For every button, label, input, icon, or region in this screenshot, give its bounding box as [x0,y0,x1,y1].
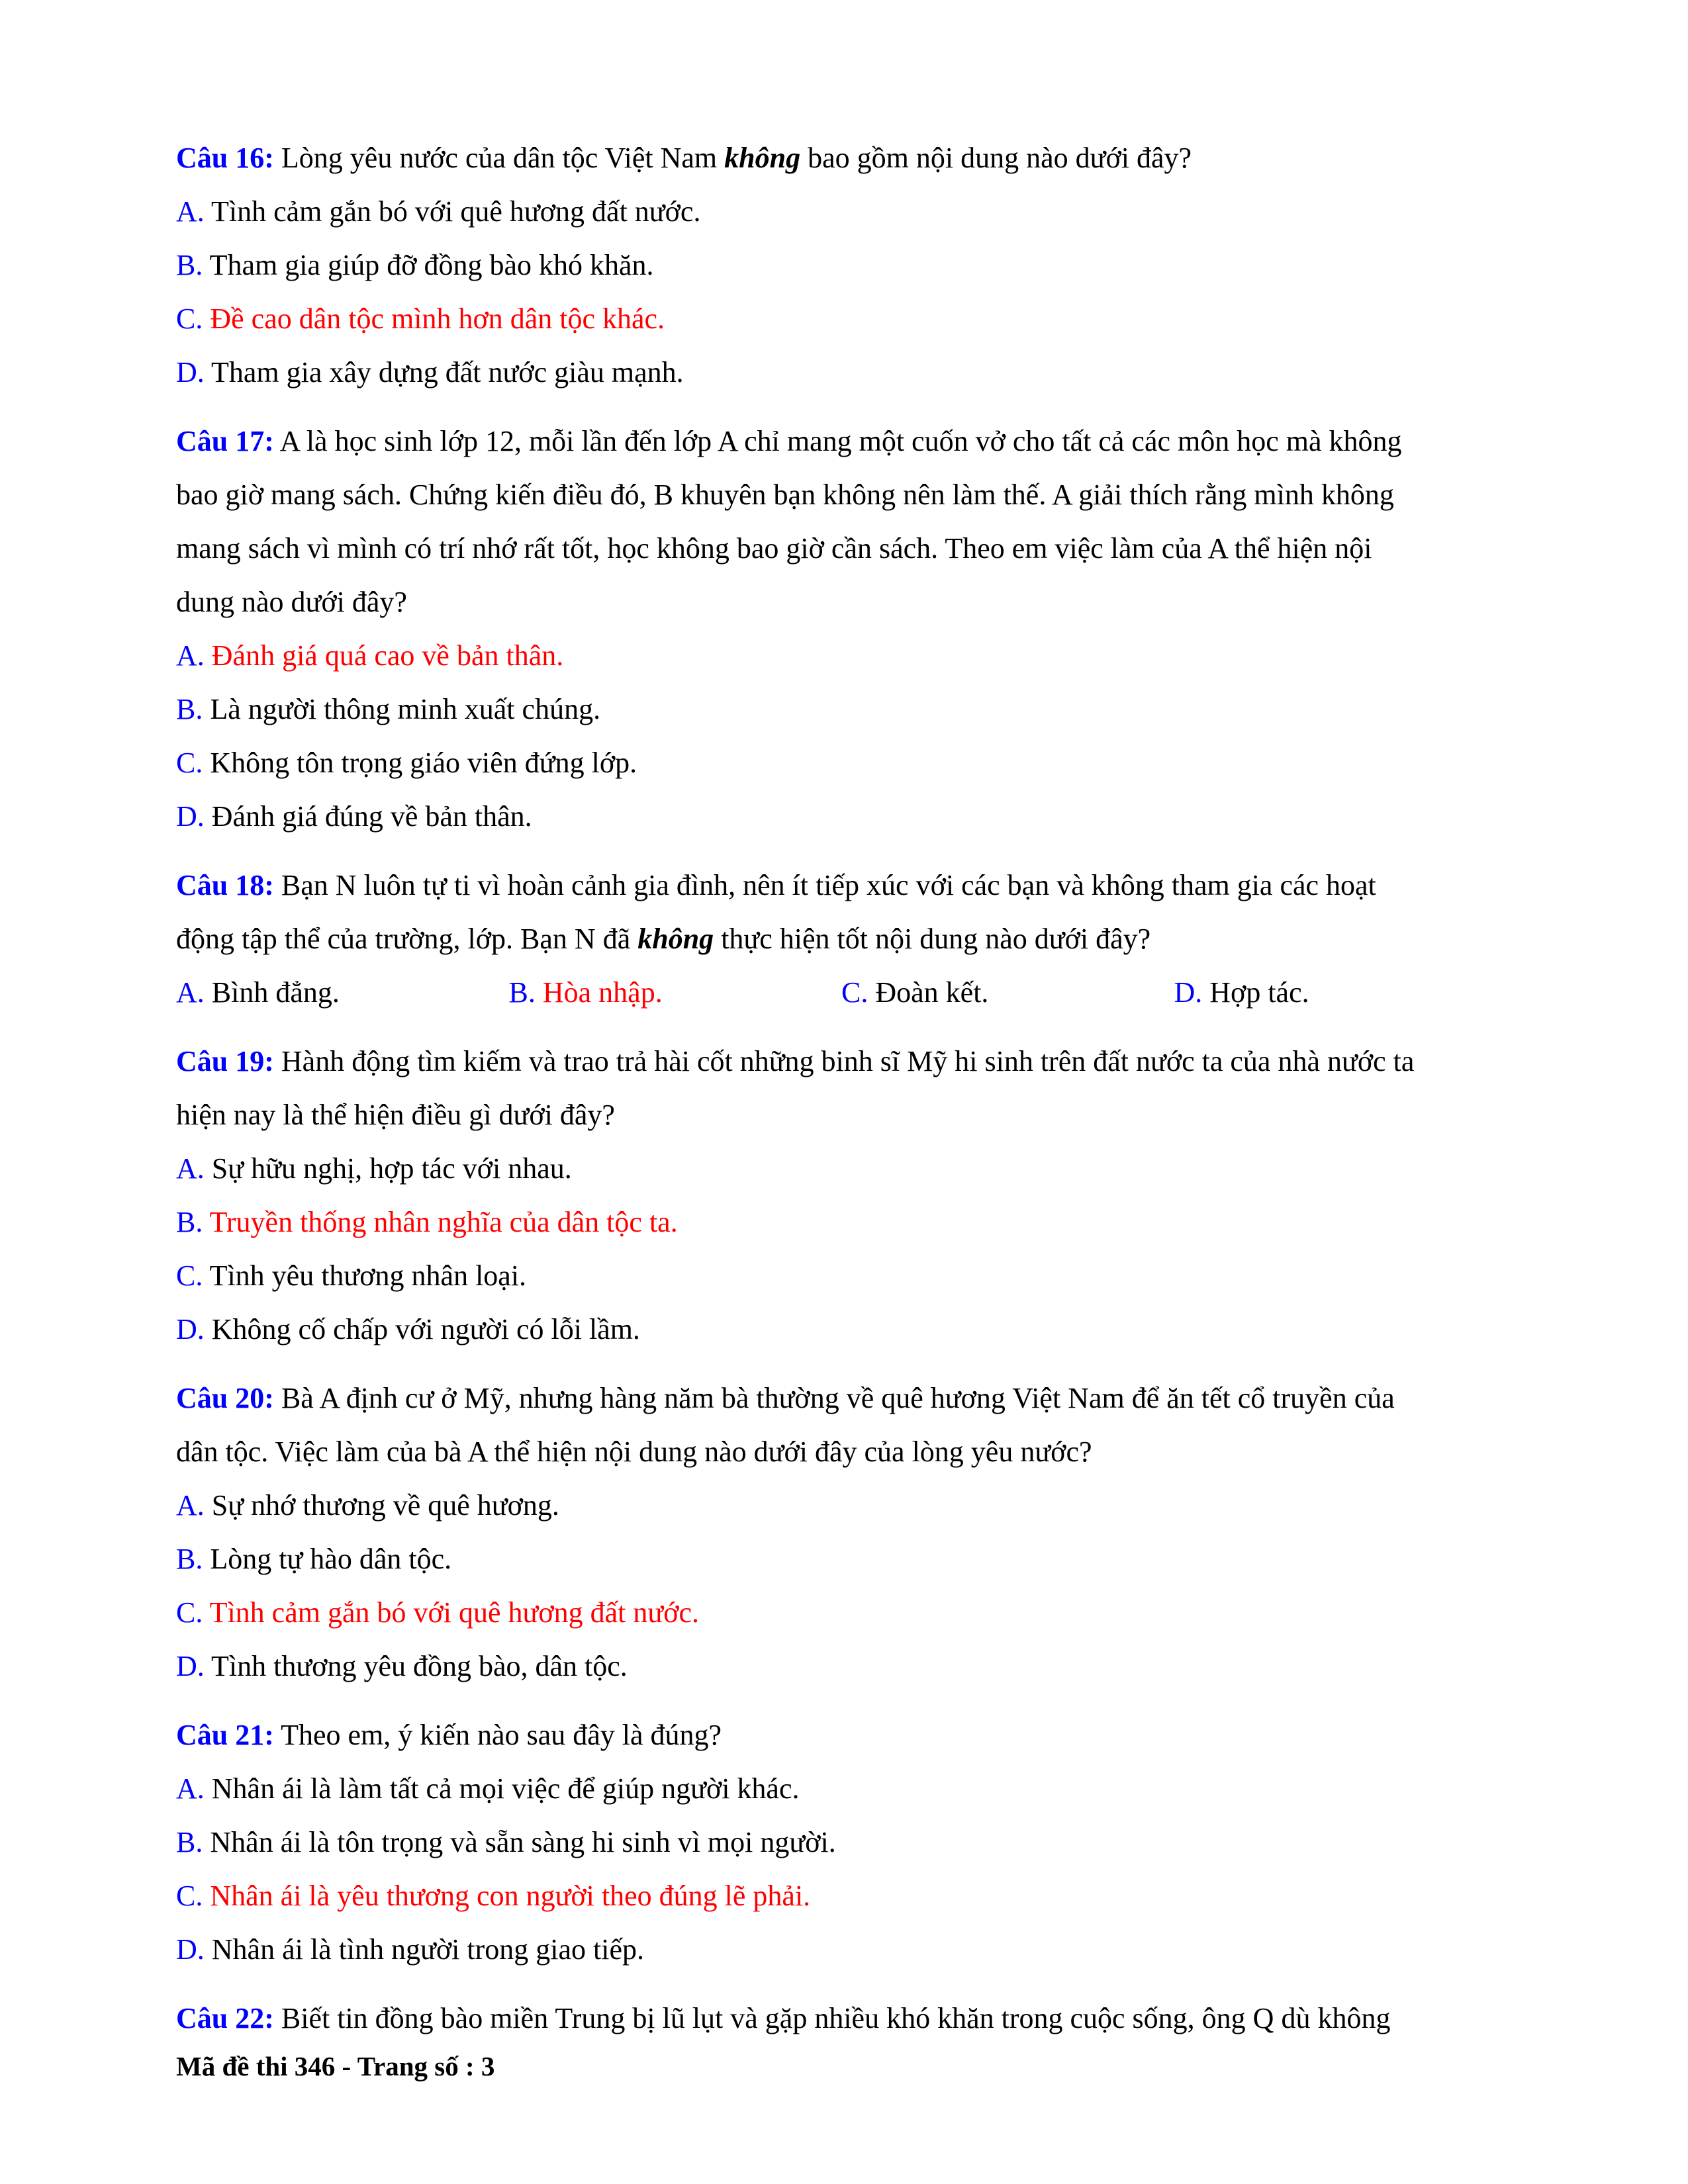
option-letter: D. [176,1933,205,1966]
question-16-stem [176,131,1507,185]
question-18-options-row [176,966,1507,1019]
option-text: Tham gia xây dựng đất nước giàu mạnh. [211,356,684,388]
option-letter: D. [176,1650,205,1682]
option-letter: D. [176,356,205,388]
question-18-stem [176,858,1507,966]
question-20 [176,1371,1507,1693]
option-text: Nhân ái là yêu thương con người theo đúng lẽ phải. [210,1880,811,1912]
question-17-label: Câu 17: [176,425,274,457]
option-text: Bình đẳng. [211,976,340,1009]
option-text: Tình yêu thương nhân loại. [209,1259,527,1292]
option-letter: A. [176,1772,205,1805]
option-18-d [1174,966,1507,1019]
option-letter: D. [176,800,205,833]
question-17 [176,414,1507,843]
option-text: Lòng tự hào dân tộc. [210,1543,452,1575]
question-21 [176,1708,1507,1976]
option-16-c-correct [176,292,1507,345]
exam-content [176,131,1507,2045]
option-text: Nhân ái là tình người trong giao tiếp. [211,1933,644,1966]
question-20-line-1: Bà A định cư ở Mỹ, nhưng hàng năm bà thường về quê hương Việt Nam để ăn tết cổ truyền của [281,1382,1395,1414]
option-text: Hòa nhập. [542,976,663,1009]
question-16-label: Câu 16: [176,142,274,174]
question-18-label: Câu 18: [176,869,274,901]
question-19-line-1: Hành động tìm kiếm và trao trả hài cốt những binh sĩ Mỹ hi sinh trên đất nước ta của nhà nước ta [281,1045,1415,1077]
question-18-line-2a: động tập thể của trường, lớp. Bạn N đã [176,923,638,955]
option-16-a [176,185,1507,238]
question-22 [176,1991,1507,2045]
option-letter: B. [176,249,203,281]
question-22-stem [176,1991,1507,2045]
option-letter: A. [176,1152,205,1185]
option-letter: A. [176,195,205,228]
option-21-d [176,1923,1507,1976]
question-16 [176,131,1507,399]
option-text: Hợp tác. [1209,976,1309,1009]
option-letter: C. [176,1259,203,1292]
option-19-c [176,1249,1507,1302]
option-letter: B. [176,1826,203,1858]
page-footer: Mã đề thi 346 - Trang số : 3 [176,2051,495,2081]
question-21-stem [176,1708,1507,1762]
option-letter: C. [841,976,868,1009]
option-18-a [176,966,509,1019]
option-letter: D. [176,1313,205,1345]
option-text: Tình cảm gắn bó với quê hương đất nước. [209,1596,700,1629]
question-21-line-1: Theo em, ý kiến nào sau đây là đúng? [281,1719,722,1751]
question-18-line-1: Bạn N luôn tự ti vì hoàn cảnh gia đình, nên ít tiếp xúc với các bạn và không tham gia các hoạt [281,869,1376,901]
question-18-line-2b: thực hiện tốt nội dung nào dưới đây? [714,923,1151,955]
option-text: Đoàn kết. [875,976,989,1009]
question-16-emphasis: không [724,142,801,174]
option-16-d [176,345,1507,399]
option-text: Đánh giá quá cao về bản thân. [211,639,564,672]
option-21-a [176,1762,1507,1815]
option-text: Sự nhớ thương về quê hương. [211,1489,559,1522]
option-letter: B. [508,976,536,1009]
option-20-a [176,1479,1507,1532]
option-letter: A. [176,639,205,672]
option-text: Không cố chấp với người có lỗi lầm. [211,1313,640,1345]
option-18-b-correct [509,966,842,1019]
option-text: Đánh giá đúng về bản thân. [211,800,532,833]
question-17-stem [176,414,1507,629]
option-21-b [176,1815,1507,1869]
question-16-text-2: bao gồm nội dung nào dưới đây? [800,142,1192,174]
option-16-b [176,238,1507,292]
question-17-line-2: bao giờ mang sách. Chứng kiến điều đó, B khuyên bạn không nên làm thế. A giải thích rằng mình không [176,478,1394,511]
option-text: Là người thông minh xuất chúng. [210,693,601,725]
option-text: Truyền thống nhân nghĩa của dân tộc ta. [209,1206,678,1238]
question-18 [176,858,1507,1019]
option-19-b-correct [176,1195,1507,1249]
question-20-stem [176,1371,1507,1479]
option-20-b [176,1532,1507,1586]
option-18-c [841,966,1174,1019]
option-letter: A. [176,976,205,1009]
question-17-line-1: A là học sinh lớp 12, mỗi lần đến lớp A chỉ mang một cuốn vở cho tất cả các môn học mà không [279,425,1402,457]
option-text: Tình cảm gắn bó với quê hương đất nước. [211,195,701,228]
question-17-line-3: mang sách vì mình có trí nhớ rất tốt, học không bao giờ cần sách. Theo em việc làm của A thể hiện nội [176,532,1372,565]
option-letter: C. [176,302,203,335]
question-22-label: Câu 22: [176,2002,274,2034]
option-20-d [176,1639,1507,1693]
option-letter: B. [176,1206,203,1238]
option-text: Sự hữu nghị, hợp tác với nhau. [211,1152,572,1185]
question-19-stem [176,1034,1507,1142]
option-letter: C. [176,1596,203,1629]
question-19-label: Câu 19: [176,1045,274,1077]
question-21-label: Câu 21: [176,1719,274,1751]
option-letter: D. [1174,976,1203,1009]
question-19-line-2: hiện nay là thể hiện điều gì dưới đây? [176,1099,615,1131]
question-18-emphasis: không [637,923,714,955]
option-text: Nhân ái là làm tất cả mọi việc để giúp người khác. [211,1772,800,1805]
option-19-a [176,1142,1507,1195]
question-20-label: Câu 20: [176,1382,274,1414]
question-22-line-1: Biết tin đồng bào miền Trung bị lũ lụt và gặp nhiều khó khăn trong cuộc sống, ông Q dù không [281,2002,1391,2034]
option-19-d [176,1302,1507,1356]
option-text: Không tôn trọng giáo viên đứng lớp. [210,747,637,779]
option-17-c [176,736,1507,790]
option-20-c-correct [176,1586,1507,1639]
option-letter: C. [176,1880,203,1912]
option-letter: B. [176,1543,203,1575]
option-text: Tham gia giúp đỡ đồng bào khó khăn. [209,249,654,281]
option-17-a-correct [176,629,1507,682]
option-letter: C. [176,747,203,779]
option-text: Nhân ái là tôn trọng và sẵn sàng hi sinh vì mọi người. [210,1826,836,1858]
option-text: Tình thương yêu đồng bào, dân tộc. [211,1650,628,1682]
option-letter: B. [176,693,203,725]
question-16-text-1: Lòng yêu nước của dân tộc Việt Nam [281,142,725,174]
option-17-d [176,790,1507,843]
option-text: Đề cao dân tộc mình hơn dân tộc khác. [210,302,665,335]
question-19 [176,1034,1507,1356]
question-17-line-4: dung nào dưới đây? [176,586,407,618]
option-17-b [176,682,1507,736]
option-21-c-correct [176,1869,1507,1923]
question-20-line-2: dân tộc. Việc làm của bà A thể hiện nội dung nào dưới đây của lòng yêu nước? [176,1435,1092,1468]
option-letter: A. [176,1489,205,1522]
